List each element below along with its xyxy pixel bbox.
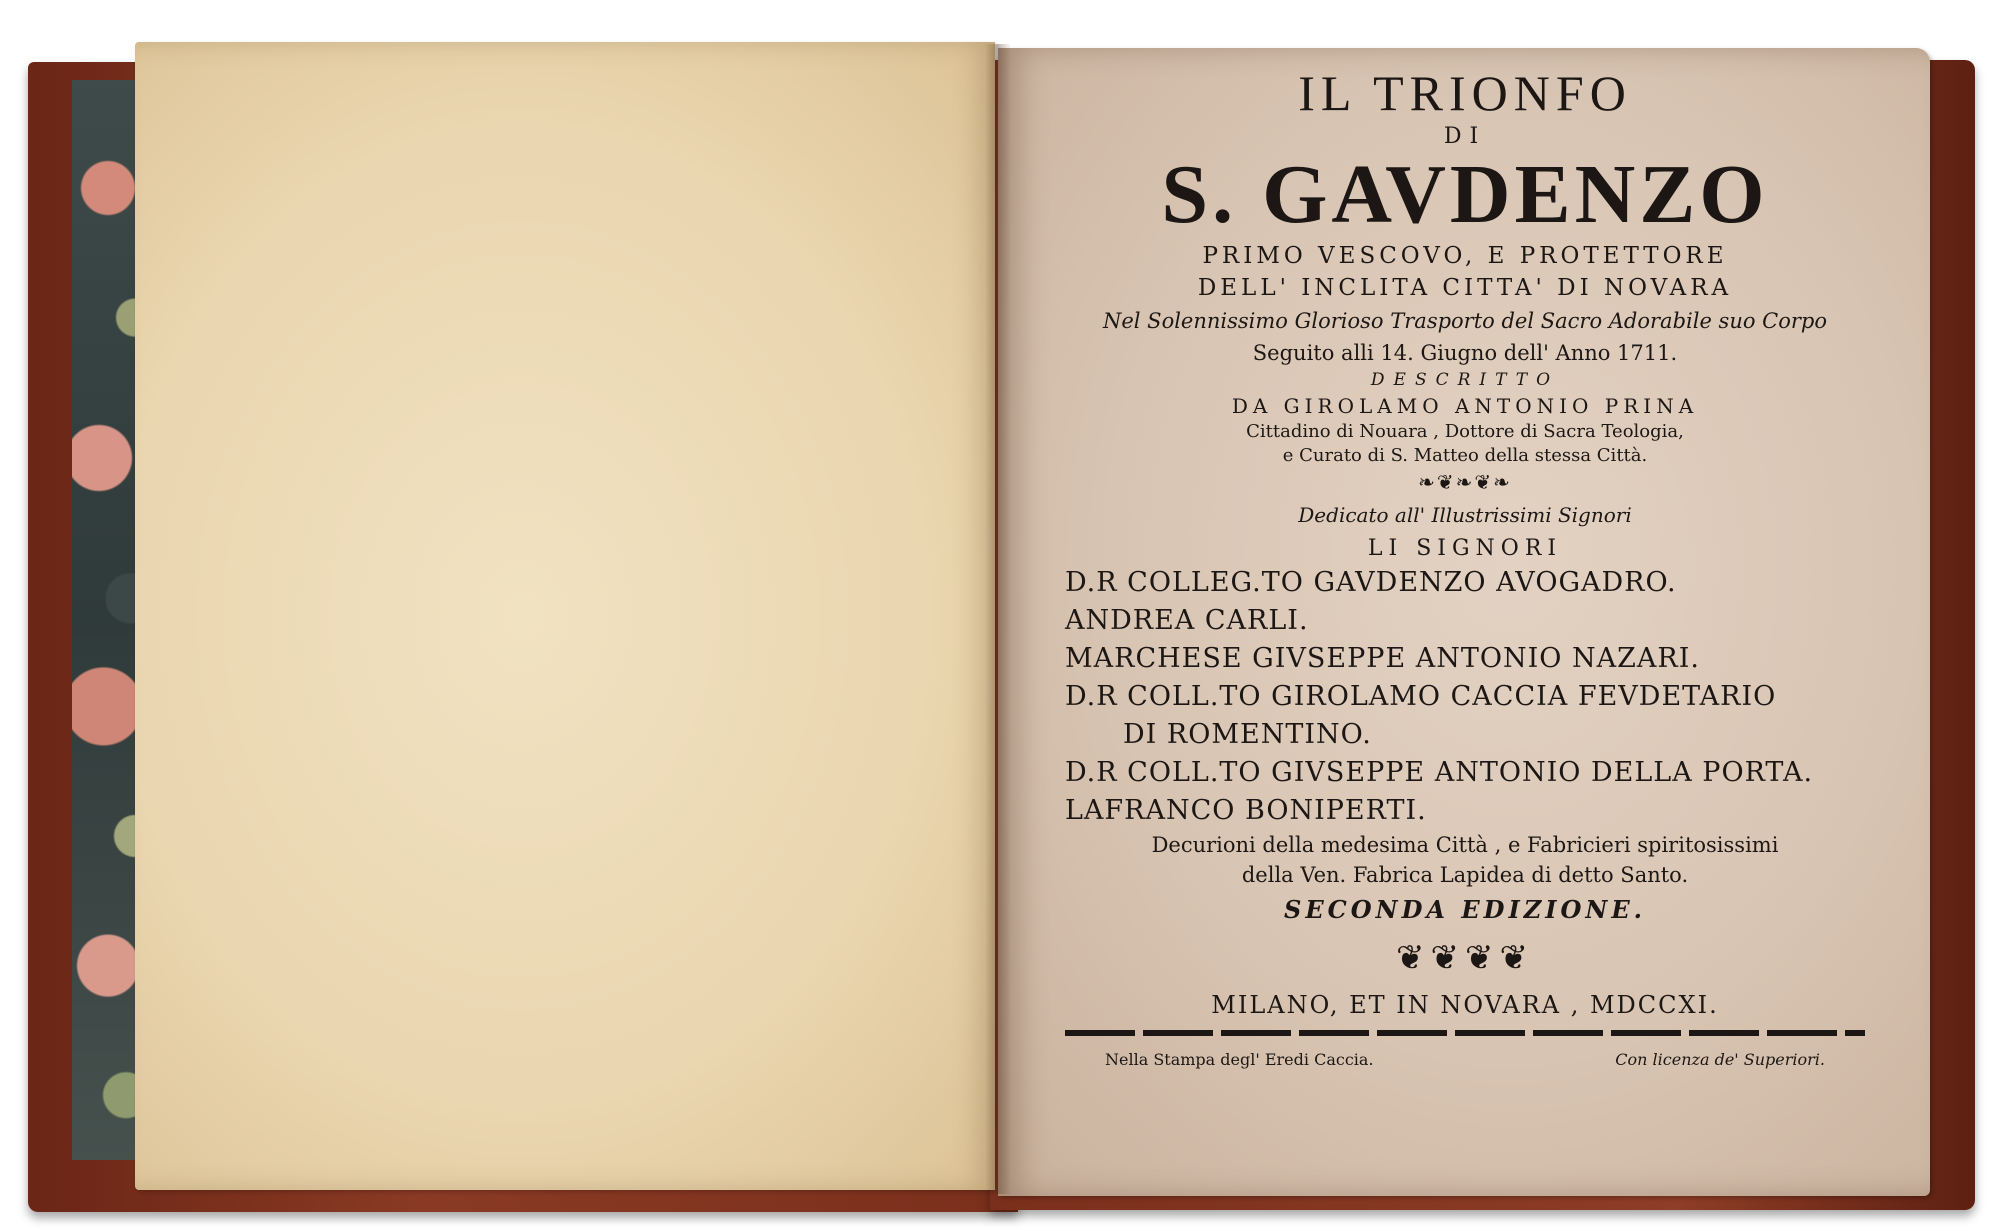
dedicatee-name: D.R COLL.TO GIROLAMO CACCIA FEVDETARIO	[1065, 681, 1777, 712]
license-note: Con licenza de' Superiori.	[1615, 1050, 1825, 1069]
dedicatee-name: ANDREA CARLI.	[1065, 605, 1309, 636]
author-desc-1: Cittadino di Nouara , Dottore di Sacra Teologia,	[1246, 421, 1684, 442]
li-signori-line: LI SIGNORI	[1367, 536, 1563, 561]
place-date-line: MILANO, ET IN NOVARA , MDCCXI.	[1211, 991, 1719, 1019]
subtitle-line-1: PRIMO VESCOVO, E PROTETTORE	[1202, 243, 1728, 269]
book-gutter	[985, 44, 1011, 1194]
printer-name: Nella Stampa degl' Eredi Caccia.	[1105, 1050, 1374, 1069]
imprint-line	[1105, 1046, 1825, 1074]
dedicatee-name: D.R COLL.TO GIVSEPPE ANTONIO DELLA PORTA.	[1065, 757, 1814, 788]
dedicatee-name-continued: DI ROMENTINO.	[1123, 719, 1372, 750]
author-line: DA GIROLAMO ANTONIO PRINA	[1231, 394, 1699, 418]
decurioni-line-2: della Ven. Fabrica Lapidea di detto Santo.	[1241, 863, 1689, 887]
blank-left-page	[135, 42, 995, 1190]
title-line-2: DI	[1443, 124, 1487, 149]
printer-rule	[1065, 1030, 1865, 1036]
large-ornament: ❦❦❦❦	[1396, 938, 1534, 978]
edition-line: SECONDA EDIZIONE.	[1284, 895, 1646, 924]
author-desc-2: e Curato di S. Matteo della stessa Città.	[1282, 445, 1648, 466]
date-line: Seguito alli 14. Giugno dell' Anno 1711.	[1252, 341, 1678, 365]
subtitle-line-2: DELL' INCLITA CITTA' DI NOVARA	[1197, 275, 1733, 301]
dedicatee-name: LAFRANCO BONIPERTI.	[1065, 795, 1427, 826]
dedicatee-name: MARCHESE GIVSEPPE ANTONIO NAZARI.	[1065, 643, 1700, 674]
dedicatee-name: D.R COLLEG.TO GAVDENZO AVOGADRO.	[1065, 567, 1677, 598]
small-ornament: ❧❦❧❦❧	[1418, 470, 1512, 494]
subtitle-italic: Nel Solennissimo Glorioso Trasporto del Sacro Adorabile suo Corpo	[1102, 309, 1828, 333]
title-line-1: IL TRIONFO	[1298, 65, 1632, 121]
dedication-line: Dedicato all' Illustrissimi Signori	[1298, 503, 1632, 527]
descritto-line: DESCRITTO	[1370, 370, 1560, 390]
title-page-text	[1035, 62, 1895, 1074]
dedicatee-list	[1065, 564, 1895, 830]
decurioni-line-1: Decurioni della medesima Città , e Fabricieri spiritosissimi	[1151, 833, 1779, 857]
title-saint-name: S. GAVDENZO	[1161, 148, 1769, 241]
